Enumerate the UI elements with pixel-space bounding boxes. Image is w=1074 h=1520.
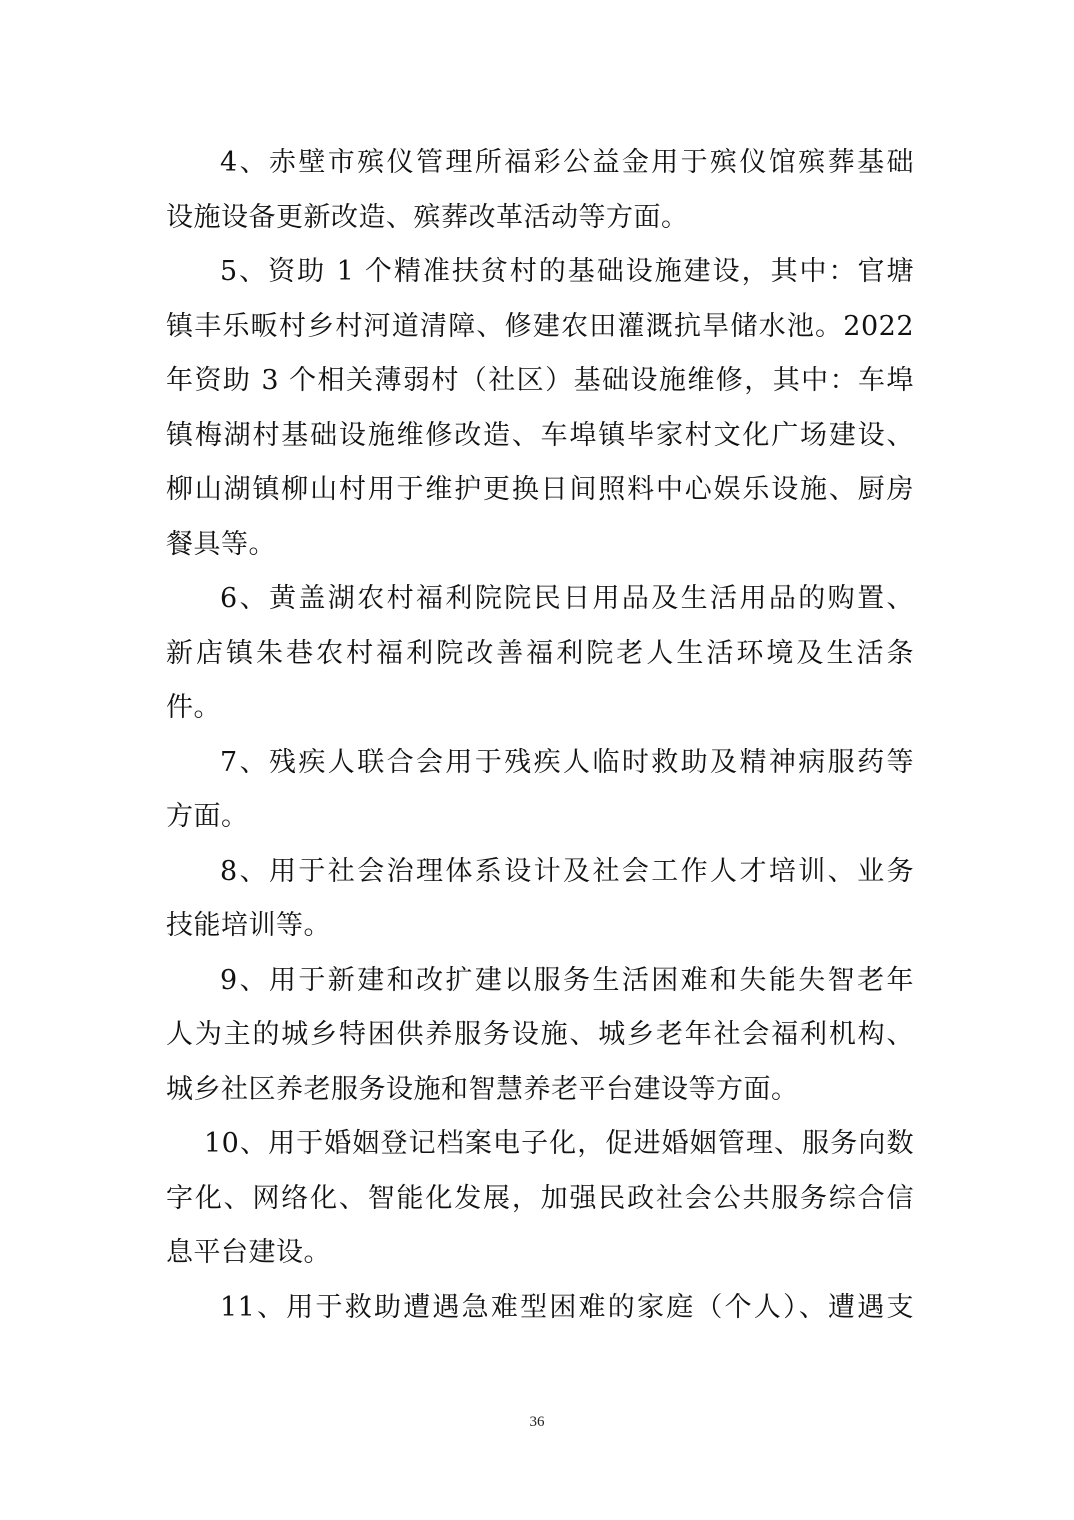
paragraph-5-line-4: 镇梅湖村基础设施维修改造、车埠镇毕家村文化广场建设、 xyxy=(166,419,914,451)
paragraph-6-line-2: 新店镇朱巷农村福利院改善福利院老人生活环境及生活条 xyxy=(166,637,914,669)
paragraph-7-line-1: 7、残疾人联合会用于残疾人临时救助及精神病服药等 xyxy=(220,746,914,778)
paragraph-5-line-3: 年资助 3 个相关薄弱村（社区）基础设施维修，其中：车埠 xyxy=(166,365,914,396)
paragraph-11-line-1: 11、用于救助遭遇急难型困难的家庭（个人）、遭遇支 xyxy=(220,1291,914,1323)
paragraph-9-line-1: 9、用于新建和改扩建以服务生活困难和失能失智老年 xyxy=(220,964,914,996)
paragraph-10-line-2: 字化、网络化、智能化发展，加强民政社会公共服务综合信 xyxy=(166,1182,914,1214)
paragraph-9-line-3: 城乡社区养老服务设施和智慧养老平台建设等方面。 xyxy=(166,1073,799,1105)
body-text xyxy=(166,136,914,1335)
paragraph-5-line-1: 5、资助 1 个精准扶贫村的基础设施建设，其中：官塘 xyxy=(220,256,914,287)
paragraph-9-line-2: 人为主的城乡特困供养服务设施、城乡老年社会福利机构、 xyxy=(166,1019,914,1050)
paragraph-5-line-2: 镇丰乐畈村乡村河道清障、修建农田灌溉抗旱储水池。2022 xyxy=(166,310,914,342)
paragraph-4-line-2: 设施设备更新改造、殡葬改革活动等方面。 xyxy=(166,201,689,233)
paragraph-4-line-1: 4、赤壁市殡仪管理所福彩公益金用于殡仪馆殡葬基础 xyxy=(220,147,914,178)
paragraph-10-line-3: 息平台建设。 xyxy=(166,1237,331,1268)
paragraph-6-line-3: 件。 xyxy=(166,692,221,723)
paragraph-5-line-5: 柳山湖镇柳山村用于维护更换日间照料中心娱乐设施、厨房 xyxy=(166,474,914,505)
paragraph-7-line-2: 方面。 xyxy=(166,801,249,832)
paragraph-8-line-2: 技能培训等。 xyxy=(166,910,331,941)
page-number: 36 xyxy=(529,1414,545,1430)
paragraph-5-line-6: 餐具等。 xyxy=(166,528,276,560)
paragraph-6-line-1: 6、黄盖湖农村福利院院民日用品及生活用品的购置、 xyxy=(220,583,914,614)
paragraph-8-line-1: 8、用于社会治理体系设计及社会工作人才培训、业务 xyxy=(220,855,914,887)
paragraph-10-line-1: 10、用于婚姻登记档案电子化，促进婚姻管理、服务向数 xyxy=(204,1128,914,1159)
